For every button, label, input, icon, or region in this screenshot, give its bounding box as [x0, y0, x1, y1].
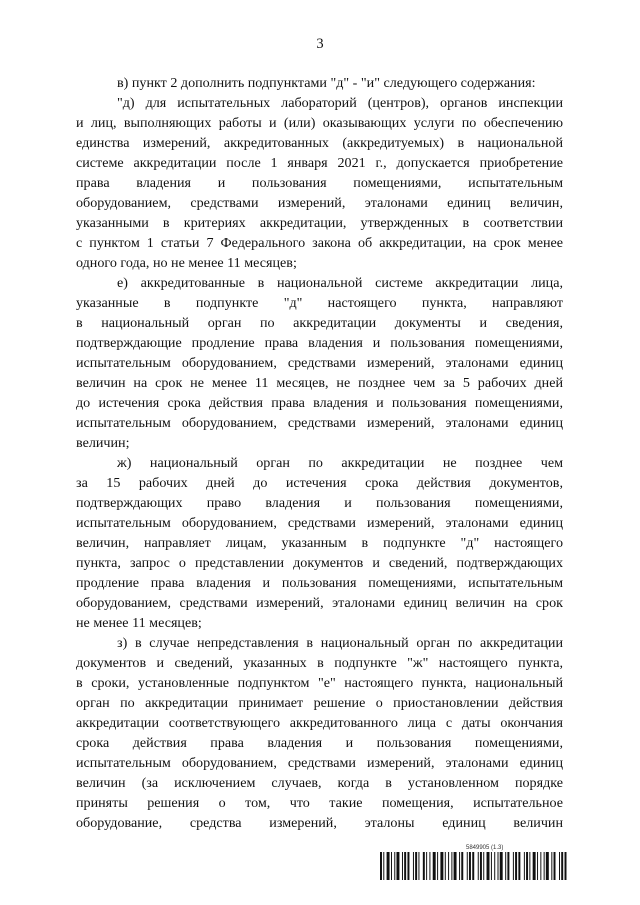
text-line: ж) национальный орган по аккредитации не позднее чем — [117, 455, 563, 471]
text-line: указанные в подпункте "д" настоящего пункта, направляют — [76, 295, 563, 311]
barcode-bar — [494, 852, 495, 880]
text-line: документов и сведений, указанных в подпункте "ж" настоящего пункта, — [76, 655, 563, 671]
barcode-bar — [491, 852, 492, 880]
barcode-bar — [546, 852, 549, 880]
text-line: оборудование, средства измерений, эталоны единиц величин — [76, 815, 563, 831]
barcode-bar — [454, 852, 457, 880]
barcode-bar — [565, 852, 567, 880]
barcode-bar — [540, 852, 541, 880]
barcode-bar — [407, 852, 409, 880]
barcode-bar — [524, 852, 525, 880]
barcode-bar — [513, 852, 514, 880]
barcode-bar — [500, 852, 503, 880]
barcode-bar — [561, 852, 563, 880]
barcode-bar — [461, 852, 463, 880]
barcode-bar — [415, 852, 417, 880]
text-line: и лиц, выполняющих работы и (или) оказывающих услуги по обеспечению — [76, 115, 563, 131]
text-line: продление права владения и пользования помещениями, испытательным — [76, 575, 563, 591]
barcode-bar — [418, 852, 419, 880]
text-line: подтверждающих право владения и пользования помещениями, — [76, 495, 563, 511]
barcode-bar — [391, 852, 392, 880]
text-line: величин; — [76, 435, 130, 451]
text-line: испытательным оборудованием, средствами измерений, эталонами единиц — [76, 415, 563, 431]
barcode-bar — [505, 852, 506, 880]
text-line: пункта, запрос о представлении документов и сведений, подтверждающих — [76, 555, 563, 571]
text-line: "д) для испытательных лабораторий (центров), органов инспекции — [117, 95, 563, 111]
text-line: системе аккредитации после 1 января 2021 г., допускается приобретение — [76, 155, 563, 171]
text-line: в сроки, установленные подпунктом "е" настоящего пункта, национальный — [76, 675, 563, 691]
text-line: не менее 11 месяцев; — [76, 615, 202, 631]
barcode-bar — [459, 852, 460, 880]
text-line: величин (за исключением случаев, когда в установленном порядке — [76, 775, 563, 791]
barcode-bar — [394, 852, 395, 880]
barcode-bar — [383, 852, 384, 880]
barcode-bar — [529, 852, 530, 880]
text-line: оборудованием, средствами измерений, эталонами единиц величин, — [76, 195, 563, 211]
text-line: аккредитации соответствующего аккредитованного лица с даты окончания — [76, 715, 563, 731]
text-line: за 15 рабочих дней до истечения срока действия документов, — [76, 475, 563, 491]
barcode-bar — [440, 852, 443, 880]
barcode-bar — [518, 852, 520, 880]
barcode-bar — [551, 852, 552, 880]
barcode-bar — [515, 852, 517, 880]
barcode-bar — [478, 852, 479, 880]
text-line: испытательным оборудованием, средствами измерений, эталонами единиц — [76, 355, 563, 371]
barcode-bar — [480, 852, 482, 880]
barcode-bar — [396, 852, 399, 880]
barcode-bar — [498, 852, 499, 880]
text-line: права владения и пользования помещениями, испытательным — [76, 175, 563, 191]
barcode-bar — [537, 852, 538, 880]
barcode-bar — [469, 852, 471, 880]
text-line: е) аккредитованные в национальной системе аккредитации лица, — [117, 275, 563, 291]
text-line: срока действия права владения и пользования помещениями, — [76, 735, 563, 751]
barcode-bar — [451, 852, 452, 880]
text-line: величин на срок не менее 11 месяцев, не позднее чем за 5 рабочих дней — [76, 375, 563, 391]
text-line: величин, направляет лицам, указанным в подпункте "д" настоящего — [76, 535, 563, 551]
barcode — [380, 852, 570, 880]
text-line: орган по аккредитации принимает решение о приостановлении действия — [76, 695, 563, 711]
barcode-bar — [426, 852, 427, 880]
text-line: з) в случае непредставления в национальный орган по аккредитации — [117, 635, 563, 651]
barcode-bar — [544, 852, 545, 880]
text-line: до истечения срока действия права владения и пользования помещениями, — [76, 395, 563, 411]
barcode-bar — [507, 852, 509, 880]
barcode-bar — [402, 852, 403, 880]
text-line: указанными в критериях аккредитации, утвержденных в соответствии — [76, 215, 563, 231]
text-line: в) пункт 2 дополнить подпунктами "д" - "и" следующего содержания: — [117, 75, 536, 91]
barcode-bar — [559, 852, 560, 880]
barcode-bar — [387, 852, 390, 880]
text-line: оборудованием, средствами измерений, эталонами единиц величин на срок — [76, 595, 563, 611]
barcode-bar — [429, 852, 430, 880]
barcode-bar — [413, 852, 414, 880]
text-line: испытательным оборудованием, средствами измерений, эталонами единиц — [76, 755, 563, 771]
page-number: 3 — [316, 36, 324, 52]
document-code: 5849905 (1.3) — [466, 845, 504, 851]
barcode-graphic — [380, 852, 570, 880]
text-line: единства измерений, аккредитованных (аккредитуемых) в национальной — [76, 135, 563, 151]
barcode-bar — [448, 852, 449, 880]
barcode-bar — [404, 852, 406, 880]
barcode-bar — [554, 852, 556, 880]
barcode-bar — [526, 852, 528, 880]
barcode-bar — [423, 852, 425, 880]
barcode-bar — [445, 852, 446, 880]
text-line: испытательным оборудованием, средствами измерений, эталонами единиц — [76, 515, 563, 531]
barcode-bar — [472, 852, 474, 880]
barcode-bar — [467, 852, 468, 880]
text-line: с пунктом 1 статьи 7 Федерального закона об аккредитации, на срок менее — [76, 235, 563, 251]
barcode-bar — [433, 852, 436, 880]
barcode-bar — [483, 852, 484, 880]
text-line: в национальный орган по аккредитации документы и сведения, — [76, 315, 563, 331]
text-line: подтверждающие продление права владения и пользования помещениями, — [76, 335, 563, 351]
text-line: одного года, но не менее 11 месяцев; — [76, 255, 297, 271]
barcode-bar — [380, 852, 382, 880]
text-line: приняты решения о том, что такие помещения, испытательное — [76, 795, 563, 811]
barcode-bar — [487, 852, 490, 880]
barcode-bar — [437, 852, 438, 880]
barcode-bar — [533, 852, 536, 880]
